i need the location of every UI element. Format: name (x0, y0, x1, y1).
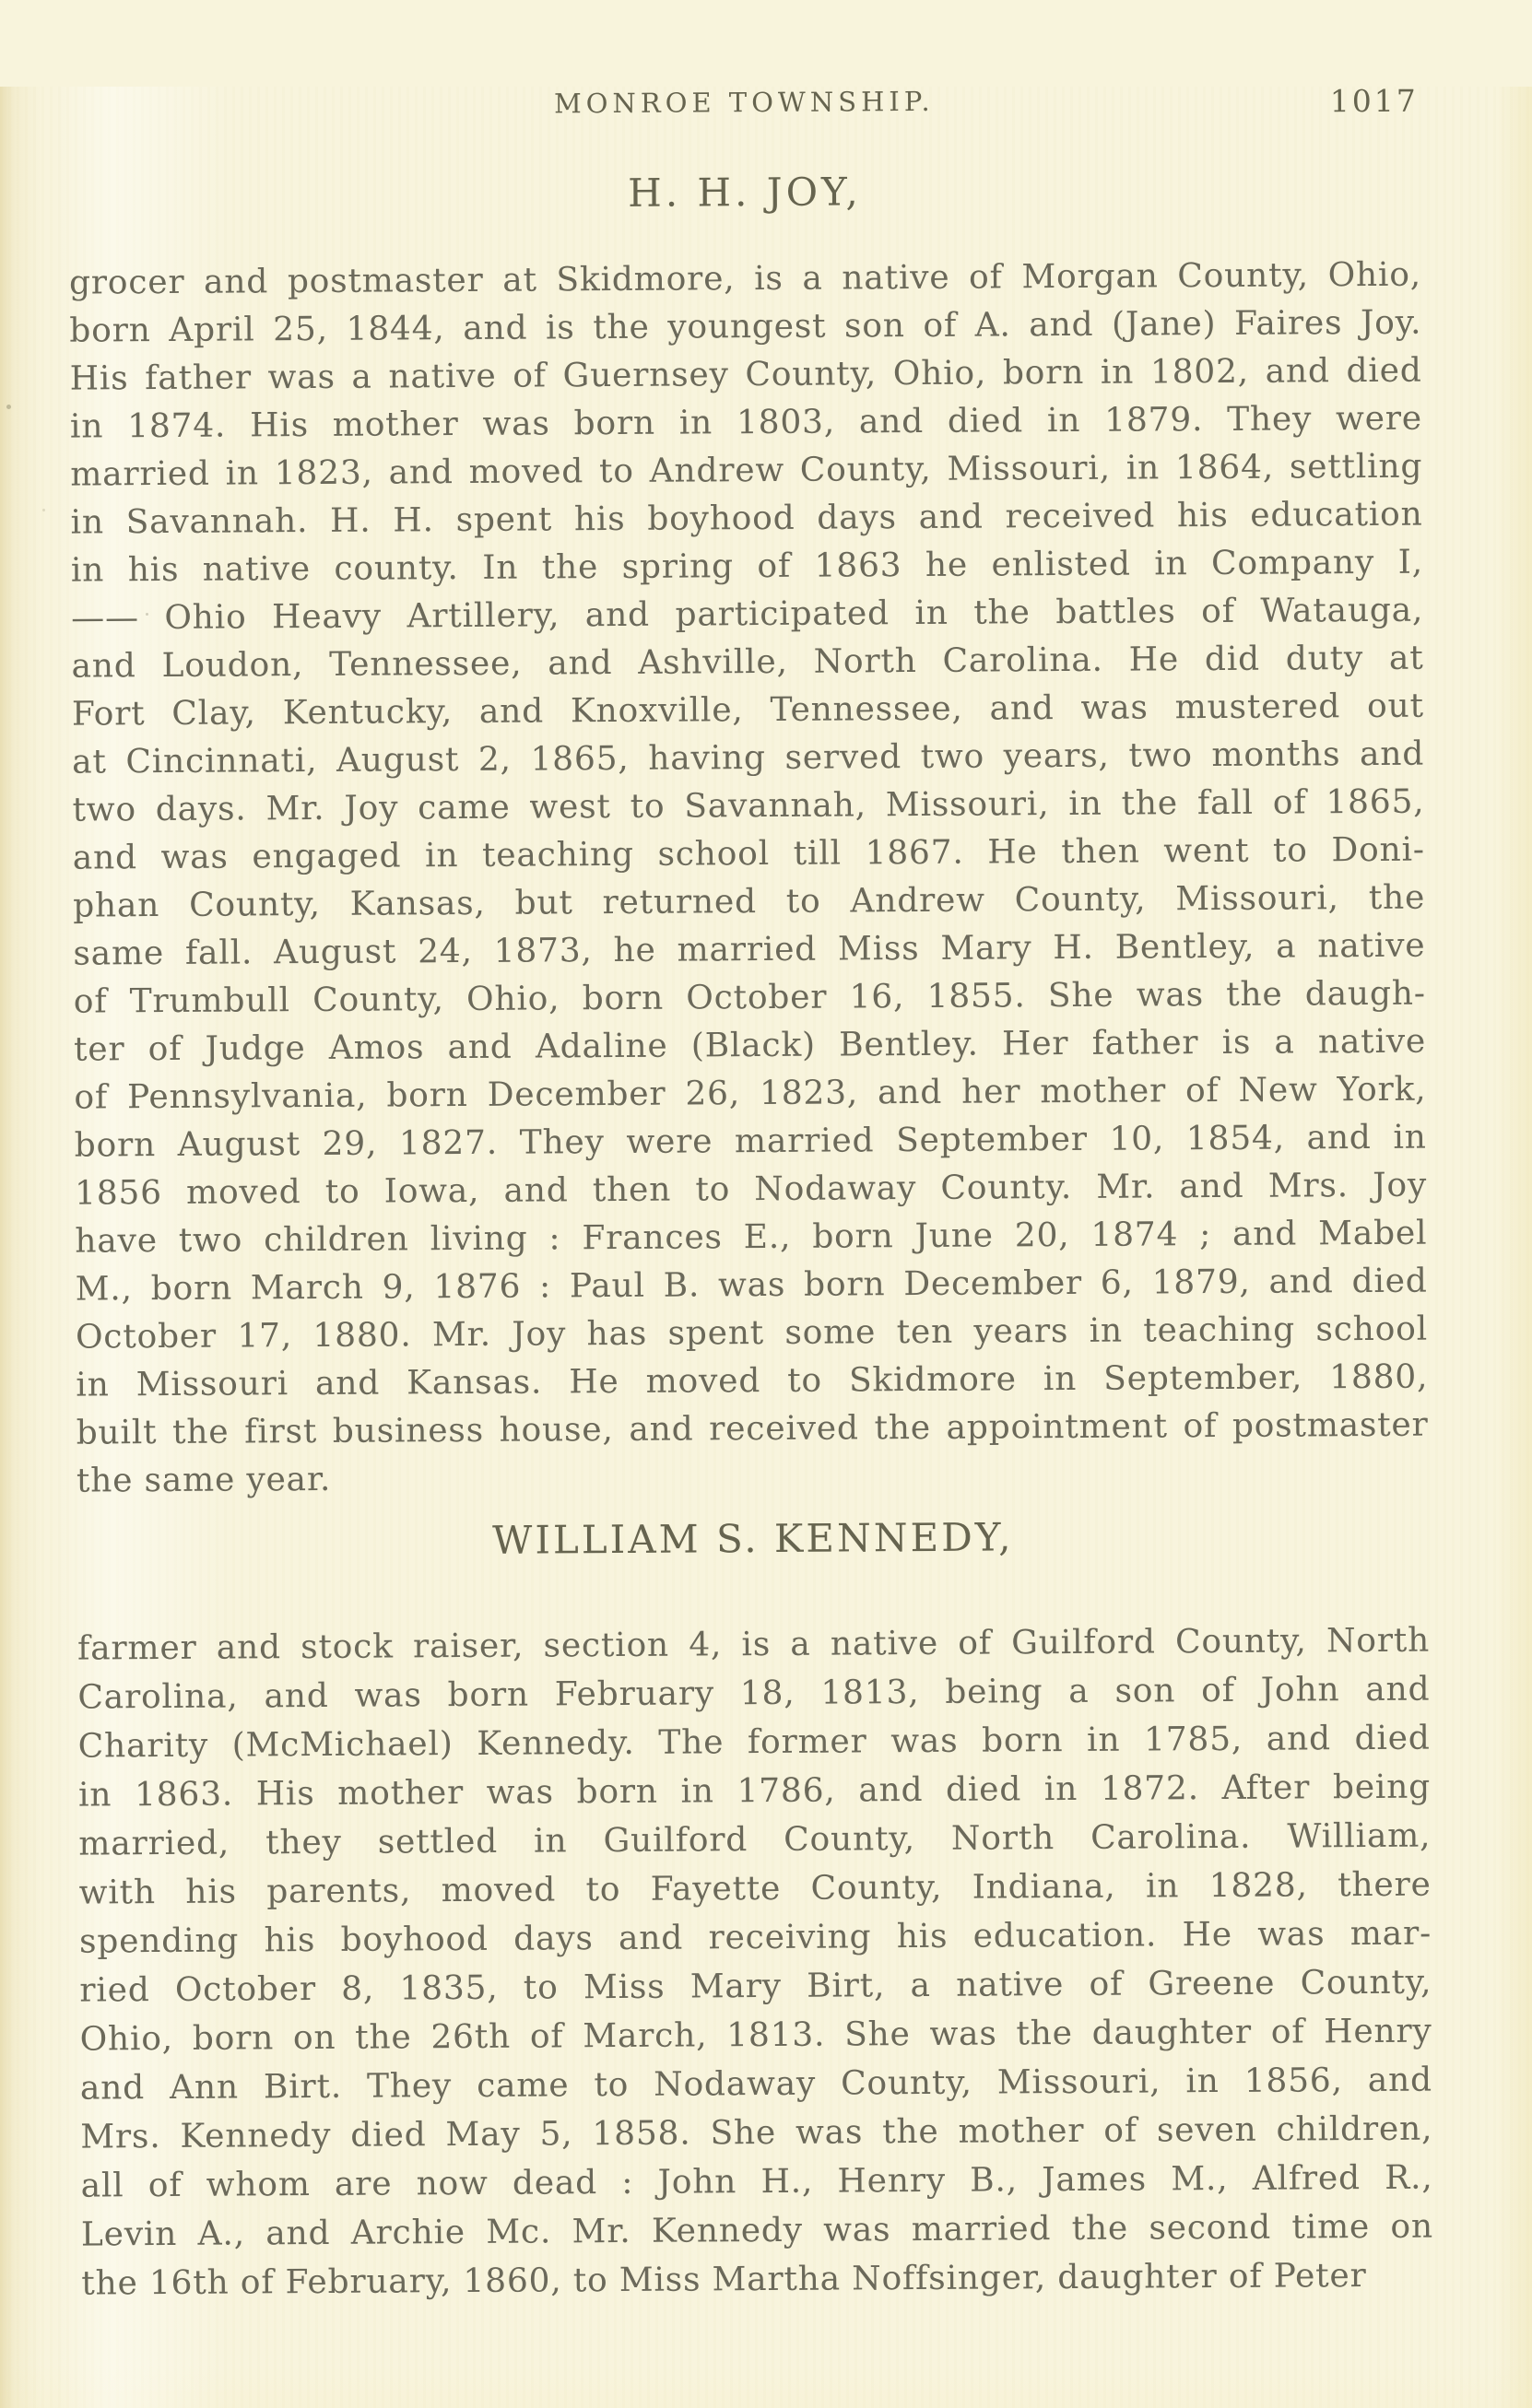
text-line: same fall. August 24, 1873, he married Miss Mary H. Bentley, a native (73, 926, 1426, 973)
text-line: have two children living : Frances E., born June 20, 1874 ; and Mabel (75, 1214, 1428, 1261)
text-line: Mrs. Kennedy died May 5, 1858. She was the mother of seven children, (80, 2109, 1433, 2156)
text-line: grocer and postmaster at Skidmore, is a native of Morgan County, Ohio, (68, 255, 1422, 302)
text-line: and was engaged in teaching school till 1867. He then went to Doni- (72, 830, 1425, 877)
text-line: and Ann Birt. They came to Nodaway County, Missouri, in 1856, and (79, 2061, 1433, 2108)
section-kennedy (77, 1512, 1433, 2308)
biography-paragraph-kennedy (77, 1616, 1434, 2308)
text-line: of Trumbull County, Ohio, born October 16, 1855. She was the daugh- (73, 974, 1426, 1021)
text-line: M., born March 9, 1876 : Paul B. was born December 6, 1879, and died (75, 1262, 1428, 1309)
text-line: of Pennsylvania, born December 26, 1823, and her mother of New York, (74, 1070, 1427, 1117)
running-title: MONROE TOWNSHIP. (553, 85, 935, 120)
text-line: 1856 moved to Iowa, and then to Nodaway County. Mr. and Mrs. Joy (74, 1166, 1428, 1213)
text-line: married, they settled in Guilford County, North Carolina. William, (78, 1816, 1432, 1863)
text-line: with his parents, moved to Fayette County, Indiana, in 1828, there (78, 1865, 1432, 1912)
text-line: Levin A., and Archie Mc. Mr. Kennedy was married the second time on (80, 2207, 1434, 2254)
text-line: ried October 8, 1835, to Miss Mary Birt, a native of Greene County, (79, 1963, 1432, 2010)
text-line: two days. Mr. Joy came west to Savannah, Missouri, in the fall of 1865, (72, 782, 1425, 829)
running-head (68, 83, 1420, 128)
text-line: born April 25, 1844, and is the youngest son of A. and (Jane) Faires Joy. (69, 303, 1422, 350)
text-line: the 16th of February, 1860, to Miss Martha Noffsinger, daughter of Peter (81, 2257, 1367, 2303)
page-number: 1017 (1329, 82, 1419, 120)
text-line: —— Ohio Heavy Artillery, and participated in the battles of Watauga, (71, 591, 1424, 638)
section-heading-kennedy: WILLIAM S. KENNEDY, (492, 1514, 1014, 1563)
text-line: built the first business house, and received the appointment of postmaster (76, 1405, 1429, 1452)
text-line: October 17, 1880. Mr. Joy has spent some ten years in teaching school (75, 1310, 1429, 1357)
biography-paragraph-joy (69, 252, 1429, 1506)
text-line: spending his boyhood days and receiving his education. He was mar- (78, 1914, 1432, 1961)
page-content (0, 82, 1532, 2408)
text-line: farmer and stock raiser, section 4, is a native of Guilford County, North (77, 1621, 1431, 1668)
text-line: in his native county. In the spring of 1863 he enlisted in Company I, (70, 543, 1424, 590)
text-line: in Missouri and Kansas. He moved to Skidmore in September, 1880, (76, 1357, 1429, 1404)
text-line: Ohio, born on the 26th of March, 1813. She was the daughter of Henry (79, 2012, 1432, 2059)
text-line: His father was a native of Guernsey County, Ohio, born in 1802, and died (69, 351, 1422, 398)
text-line: Carolina, and was born February 18, 1813, being a son of John and (77, 1670, 1431, 1717)
text-line: all of whom are now dead : John H., Henry B., James M., Alfred R., (80, 2158, 1433, 2205)
text-line: and Loudon, Tennessee, and Ashville, North Carolina. He did duty at (71, 639, 1424, 686)
text-line: Fort Clay, Kentucky, and Knoxville, Tennessee, and was mustered out (71, 687, 1424, 734)
text-line: phan County, Kansas, but returned to Andrew County, Missouri, the (73, 878, 1426, 925)
text-line: married in 1823, and moved to Andrew County, Missouri, in 1864, settling (70, 447, 1423, 494)
text-line: in Savannah. H. H. spent his boyhood days and received his education (70, 495, 1423, 542)
book-page (0, 82, 1532, 2408)
text-line: in 1863. His mother was born in 1786, and died in 1872. After being (77, 1768, 1432, 1815)
text-line: the same year. (76, 1460, 332, 1500)
text-line: at Cincinnati, August 2, 1865, having served two years, two months and (72, 734, 1425, 781)
text-line: ter of Judge Amos and Adaline (Black) Bentley. Her father is a native (73, 1022, 1427, 1069)
text-line: in 1874. His mother was born in 1803, and died in 1879. They were (69, 399, 1423, 446)
section-joy (68, 166, 1429, 1506)
text-line: born August 29, 1827. They were married September 10, 1854, and in (74, 1118, 1427, 1165)
section-heading-joy: H. H. JOY, (627, 169, 862, 216)
text-line: Charity (McMichael) Kennedy. The former was born in 1785, and died (77, 1719, 1431, 1766)
